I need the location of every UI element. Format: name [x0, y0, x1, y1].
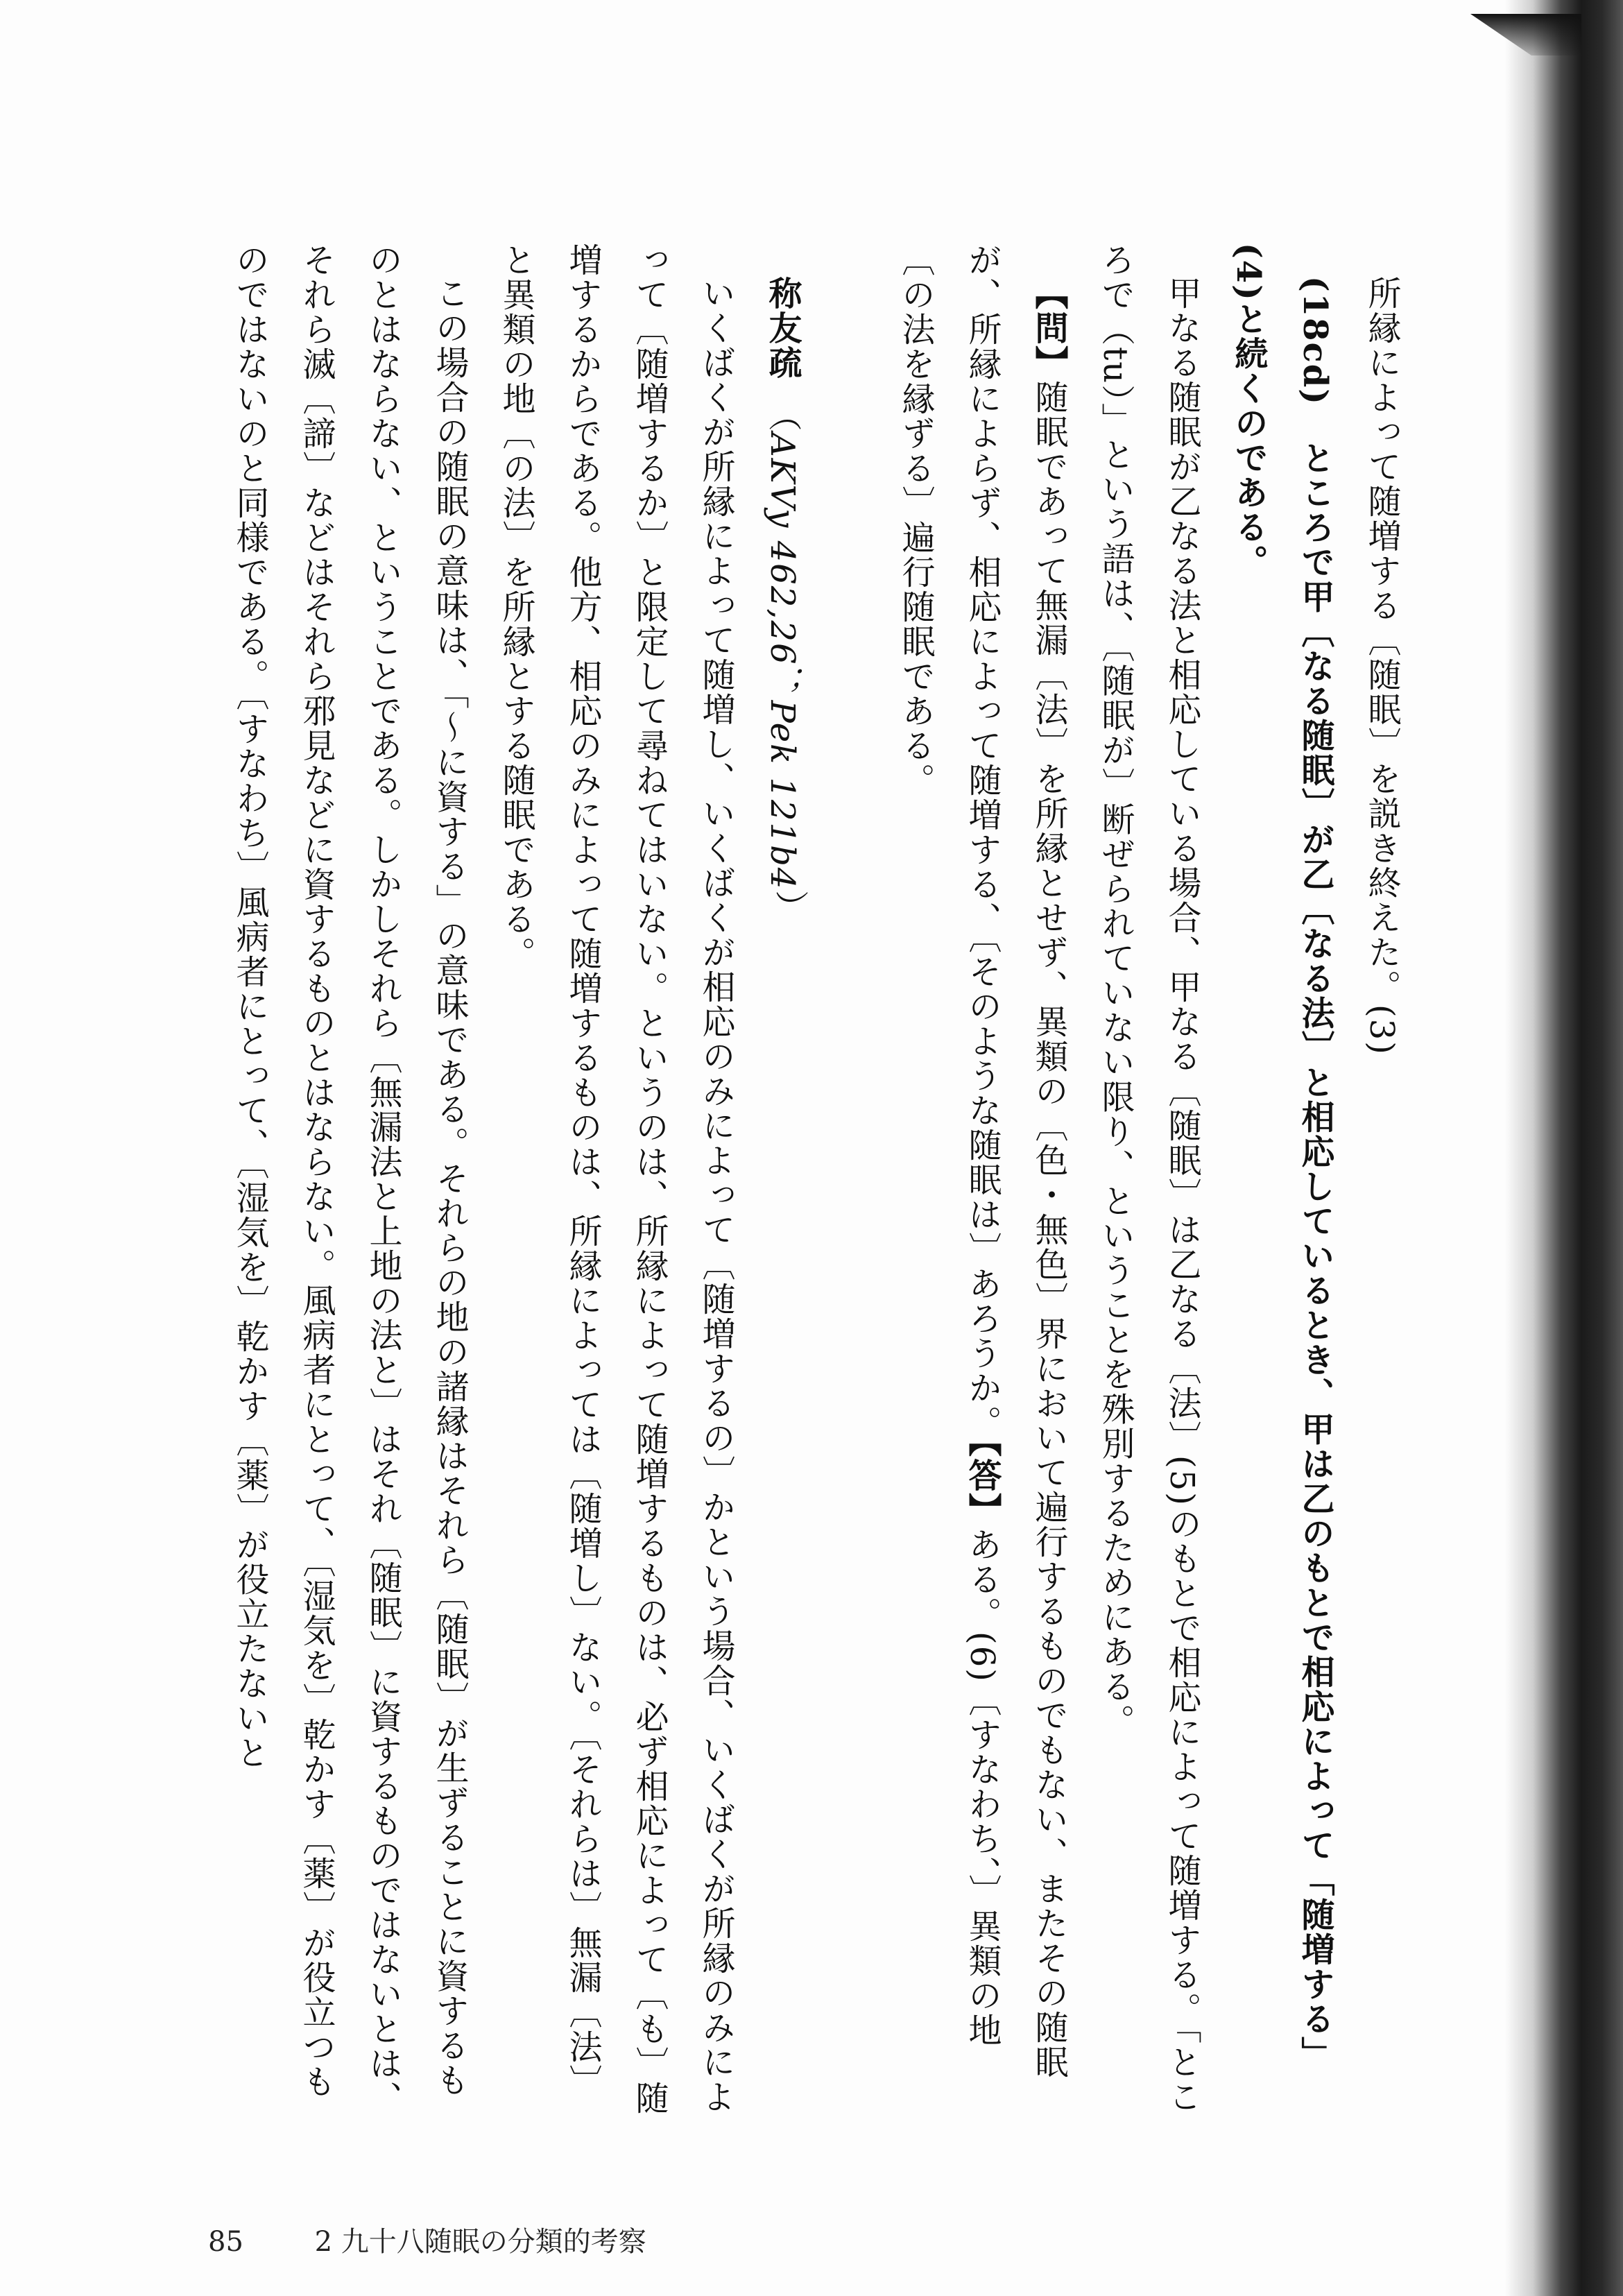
book-binding-shadow: [1505, 0, 1623, 2296]
answer-marker: 【答】: [963, 1440, 1002, 1527]
question-marker: 【問】: [1029, 276, 1068, 380]
paragraph-explanation-1: いくばくが所縁によって随増し、いくばくが相応のみによって〔随増するの〕かという場合、いくばくが所縁のみによって〔随増するか〕と限定して尋ねてはいない。というのは、所縁によって随増するものは、必ず相応によって〔も〕随増するからである。他方、相応のみによって随増するものは、所縁によっては〔随増し〕ない。〔それらは〕無漏〔法〕と異類の地〔の法〕を所縁とする随眠である。: [497, 243, 735, 2116]
section-heading-title: 称友疏: [763, 276, 802, 380]
paragraph-intro: 所縁によって随増する〔随眠〕を説き終えた。(3): [1362, 276, 1401, 1056]
section-heading: [749, 243, 816, 2116]
vertical-text-body: [194, 243, 1415, 2116]
verse-paragraph: [1215, 243, 1348, 2116]
verse-text: ところで甲〔なる随眠〕が乙〔なる法〕と相応しているとき、甲は乙のもとで相応によって「随増する」(4)と続くのである。: [1229, 243, 1334, 2071]
paragraph-explanation-2: この場合の随眠の意味は、「〜に資する」の意味である。それらの地の諸縁はそれら〔随眠〕が生ずることに資するものとはならない、ということである。しかしそれら〔無漏法と上地の法と〕はそれ〔随眠〕に資するものではないとは、それら滅〔諦〕などはそれら邪見などに資するものとはならない。風病者にとって、〔湿気を〕乾かす〔薬〕が役立つものではないのと同様である。〔すなわち〕風病者にとって、〔湿気を〕乾かす〔薬〕が役立たないと: [230, 243, 469, 2116]
paragraph-commentary: 甲なる随眠が乙なる法と相応している場合、甲なる〔随眠〕は乙なる〔法〕(5)のもとで相応によって随増する。「ところで（tu）」という語は、〔随眠が〕断ぜられていない限り、ということを殊別するためにある。: [1096, 243, 1201, 2114]
verse-label: (18cd): [1296, 276, 1334, 406]
page-footer: [208, 2220, 646, 2259]
question-text: 随眠であって無漏〔法〕を所縁とせず、異類の〔色・無色〕界において遍行するものでもない、またその随眠が、所縁によらず、相応によって随増する、〔そのような随眠は〕あろうか。: [963, 243, 1068, 2080]
section-heading-reference: （AKVy 462,26；Pek 121b4）: [763, 415, 802, 925]
answer-text: ある。(6)〔すなわち、〕異類の地〔の法を縁ずる〕遍行随眠である。: [896, 243, 1002, 2048]
binding-corner-mark: [1470, 14, 1581, 55]
paragraph-question-answer: [882, 243, 1082, 2116]
running-head: 2 九十八随眠の分類的考察: [314, 2226, 646, 2258]
section-spacer: [816, 243, 882, 2116]
page-number: 85: [208, 2226, 243, 2258]
